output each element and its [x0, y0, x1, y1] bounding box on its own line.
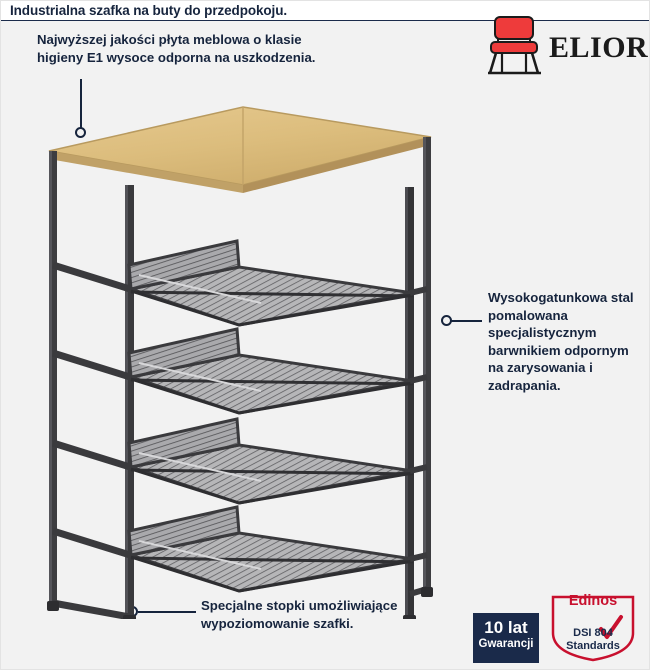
brand-name: ELIOR: [549, 31, 649, 64]
shelf-2: [129, 329, 413, 413]
callout-text-right: Wysokogatunkowa stal pomalowana specjalistycznym barwnikiem odpornym na zarysowania i zadrapania.: [488, 290, 634, 393]
warranty-years: 10 lat: [484, 618, 528, 637]
shelf-3: [129, 419, 413, 503]
shelf-1: [129, 241, 413, 325]
callout-text-top: Najwyższej jakości płyta meblowa o klasie higieny E1 wysoce odporna na uszkodzenia.: [37, 32, 316, 65]
red-chair-icon: [485, 15, 545, 77]
callout-text-bottom: Specjalne stopki umożliwiające wypoziomowanie szafki.: [201, 598, 398, 631]
shoe-rack-illustration: [31, 89, 451, 619]
edinos-line1: DSI 804: [573, 627, 613, 639]
shelf-4: [129, 507, 413, 591]
leader-line-right: [450, 320, 482, 322]
edinos-line2: Standards: [566, 640, 620, 652]
edinos-name: Edinos: [568, 593, 618, 609]
wooden-top-board: [49, 107, 431, 193]
warranty-badge: [473, 613, 539, 663]
warranty-label: Gwarancji: [478, 638, 534, 650]
edinos-badge: [549, 593, 637, 663]
brand-logo: [477, 15, 649, 77]
page-title: Industrialna szafka na buty do przedpokoju.: [10, 3, 287, 18]
